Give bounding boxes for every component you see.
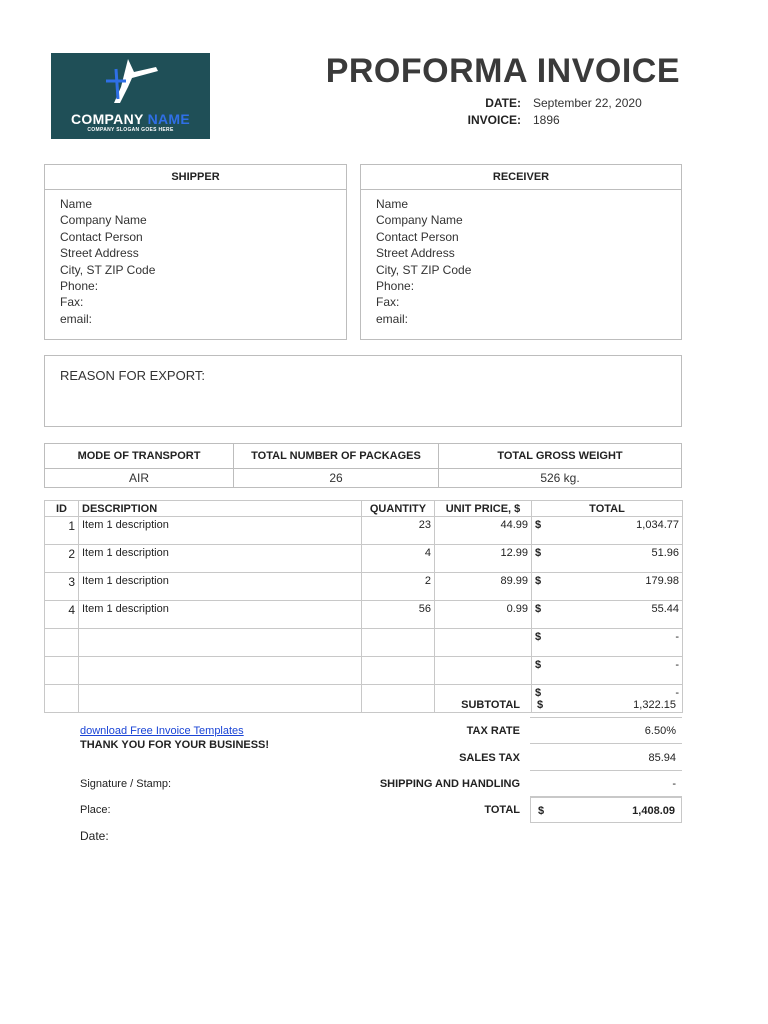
shipping-cell bbox=[530, 771, 682, 797]
package-count-header: TOTAL NUMBER OF PACKAGES bbox=[234, 444, 439, 469]
item-unit-price bbox=[435, 657, 532, 685]
shipper-header: SHIPPER bbox=[45, 165, 346, 190]
table-row bbox=[45, 601, 683, 629]
item-quantity: 23 bbox=[362, 517, 435, 545]
document-title: PROFORMA INVOICE bbox=[325, 52, 680, 90]
item-currency: $ bbox=[532, 517, 559, 545]
total-cell bbox=[530, 797, 682, 823]
item-unit-price bbox=[435, 629, 532, 657]
reason-for-export-label: REASON FOR EXPORT: bbox=[60, 368, 205, 383]
sales-tax-cell bbox=[530, 745, 682, 771]
shipping-value: - bbox=[672, 778, 676, 790]
shipper-line: Street Address bbox=[60, 246, 139, 261]
item-unit-price: 89.99 bbox=[435, 573, 532, 601]
signature-label: Signature / Stamp: bbox=[80, 778, 172, 790]
item-quantity: 4 bbox=[362, 545, 435, 573]
transport-table bbox=[44, 443, 682, 488]
shipper-line: Contact Person bbox=[60, 229, 143, 244]
item-total: - bbox=[559, 629, 683, 657]
arrow-logo-icon bbox=[98, 59, 162, 109]
item-currency: $ bbox=[532, 573, 559, 601]
receiver-line: Name bbox=[376, 197, 409, 211]
total-label: TOTAL bbox=[484, 804, 520, 816]
subtotal-value: 1,322.15 bbox=[633, 699, 676, 711]
description-header: DESCRIPTION bbox=[79, 501, 362, 517]
item-id: 2 bbox=[45, 545, 79, 573]
item-id: 1 bbox=[45, 517, 79, 545]
gross-weight-value: 526 kg. bbox=[439, 469, 682, 488]
item-id bbox=[45, 685, 79, 713]
date-value: September 22, 2020 bbox=[533, 96, 642, 110]
shipper-line: Phone: bbox=[60, 279, 99, 294]
item-total: 51.96 bbox=[559, 545, 683, 573]
item-description: Item 1 description bbox=[79, 573, 362, 601]
sales-tax-label: SALES TAX bbox=[459, 752, 520, 764]
item-description bbox=[79, 657, 362, 685]
item-unit-price: 12.99 bbox=[435, 545, 532, 573]
company-name: COMPANY NAME bbox=[71, 111, 190, 127]
shipper-line: Name bbox=[60, 197, 93, 211]
unit-price-header: UNIT PRICE, $ bbox=[435, 501, 532, 517]
subtotal-currency: $ bbox=[537, 699, 544, 711]
item-currency: $ bbox=[532, 657, 559, 685]
table-row bbox=[45, 545, 683, 573]
table-row bbox=[45, 573, 683, 601]
receiver-header: RECEIVER bbox=[361, 165, 681, 190]
item-total: 1,034.77 bbox=[559, 517, 683, 545]
item-quantity: 56 bbox=[362, 601, 435, 629]
item-description: Item 1 description bbox=[79, 601, 362, 629]
id-header: ID bbox=[45, 501, 79, 517]
invoice-label: INVOICE: bbox=[467, 113, 521, 127]
company-slogan: COMPANY SLOGAN GOES HERE bbox=[87, 127, 174, 133]
shipper-box bbox=[44, 164, 347, 340]
total-value: 1,408.09 bbox=[632, 805, 675, 817]
item-id bbox=[45, 657, 79, 685]
table-row bbox=[45, 657, 683, 685]
thank-you-message: THANK YOU FOR YOUR BUSINESS! bbox=[80, 739, 270, 751]
item-currency: $ bbox=[532, 685, 559, 713]
subtotal-label: SUBTOTAL bbox=[461, 699, 520, 711]
receiver-line: email: bbox=[376, 311, 409, 326]
tax-rate-cell bbox=[530, 718, 682, 744]
item-total: 179.98 bbox=[559, 573, 683, 601]
reason-for-export-box bbox=[44, 355, 682, 427]
table-row bbox=[45, 629, 683, 657]
receiver-line: Fax: bbox=[376, 295, 400, 310]
shipper-line: email: bbox=[60, 311, 93, 326]
item-currency: $ bbox=[532, 601, 559, 629]
total-currency: $ bbox=[538, 805, 545, 817]
item-unit-price: 0.99 bbox=[435, 601, 532, 629]
shipper-line: City, ST ZIP Code bbox=[60, 262, 156, 277]
shipping-label: SHIPPING AND HANDLING bbox=[379, 778, 520, 790]
item-description bbox=[79, 629, 362, 657]
receiver-line: Phone: bbox=[376, 279, 415, 294]
receiver-line: Contact Person bbox=[376, 229, 459, 244]
item-description: Item 1 description bbox=[79, 517, 362, 545]
gross-weight-header: TOTAL GROSS WEIGHT bbox=[439, 444, 682, 469]
item-quantity bbox=[362, 657, 435, 685]
table-row bbox=[45, 517, 683, 545]
package-count-value: 26 bbox=[234, 469, 439, 488]
tax-rate-value: 6.50% bbox=[644, 725, 676, 737]
item-total: 55.44 bbox=[559, 601, 683, 629]
receiver-line: Street Address bbox=[376, 246, 455, 261]
receiver-line: City, ST ZIP Code bbox=[376, 262, 472, 277]
item-currency: $ bbox=[532, 545, 559, 573]
company-logo bbox=[51, 53, 210, 139]
item-id: 3 bbox=[45, 573, 79, 601]
total-header: TOTAL bbox=[532, 501, 683, 517]
date-footer-label: Date: bbox=[80, 829, 109, 843]
tax-rate-label: TAX RATE bbox=[466, 725, 520, 737]
receiver-box bbox=[360, 164, 682, 340]
item-description: Item 1 description bbox=[79, 545, 362, 573]
items-table bbox=[44, 500, 683, 713]
item-quantity: 2 bbox=[362, 573, 435, 601]
item-id: 4 bbox=[45, 601, 79, 629]
receiver-line: Company Name bbox=[376, 213, 463, 228]
invoice-number: 1896 bbox=[533, 113, 560, 127]
item-unit-price: 44.99 bbox=[435, 517, 532, 545]
item-id bbox=[45, 629, 79, 657]
date-label: DATE: bbox=[485, 96, 521, 110]
quantity-header: QUANTITY bbox=[362, 501, 435, 517]
item-total: - bbox=[559, 657, 683, 685]
item-currency: $ bbox=[532, 629, 559, 657]
place-label: Place: bbox=[80, 804, 111, 816]
shipper-line: Company Name bbox=[60, 213, 147, 228]
shipper-line: Fax: bbox=[60, 295, 84, 310]
subtotal-cell bbox=[530, 692, 682, 718]
download-templates-link[interactable]: download Free Invoice Templates bbox=[80, 725, 244, 737]
receiver-address bbox=[361, 190, 681, 333]
transport-mode-value: AIR bbox=[45, 469, 234, 488]
item-total: - bbox=[559, 685, 683, 713]
transport-mode-header: MODE OF TRANSPORT bbox=[45, 444, 234, 469]
item-quantity bbox=[362, 629, 435, 657]
shipper-address bbox=[45, 190, 346, 333]
sales-tax-value: 85.94 bbox=[648, 752, 676, 764]
